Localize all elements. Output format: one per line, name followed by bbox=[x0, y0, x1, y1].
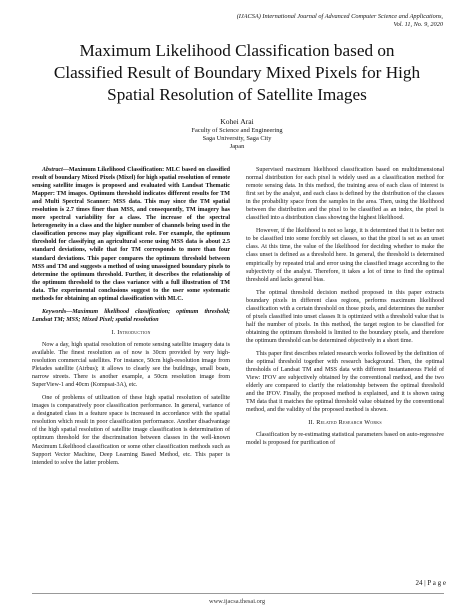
title-line-1: Maximum Likelihood Classification based on bbox=[79, 41, 395, 60]
journal-header bbox=[143, 13, 443, 29]
page-number: 24 | P a g e bbox=[415, 579, 446, 587]
author-name: Kohei Arai bbox=[220, 117, 254, 126]
footer-url[interactable]: www.ijacsa.thesai.org bbox=[208, 598, 266, 605]
journal-volume: Vol. 11, No. 9, 2020 bbox=[393, 21, 443, 28]
abstract bbox=[32, 166, 230, 303]
journal-name: (IJACSA) International Journal of Advanced Computer Science and Applications, bbox=[236, 13, 443, 20]
body-paragraph-1: Supervised maximum likelihood classification based on multidimensional normal distribution for each pixel is widely used as a classification method for remote sensing data. In this method, the training area of each class of interest is first set by the analyst, and each class is defined by the distribution of the classes in the probability space from the samples in the area. Then, using the likelihood between the distribution and the pixel to be classified as an index, the pixel is classified into a distribution class showing the highest likelihood. bbox=[246, 167, 444, 222]
section-heading-introduction: I. Introduction bbox=[111, 328, 151, 336]
footer-divider bbox=[32, 593, 444, 594]
abstract-lead: Abstract bbox=[42, 167, 63, 173]
affiliation-line-1: Faculty of Science and Engineering bbox=[191, 127, 283, 134]
affiliation-line-2: Saga University, Saga City bbox=[202, 135, 272, 143]
title-line-2: Classified Result of Boundary Mixed Pixels for High bbox=[53, 63, 421, 82]
body-paragraph-4: This paper first describes related research works followed by the definition of the optimal threshold together with research background. Then, the optimal thresholds of Landsat TM and MSS data with different Instantaneous Field of View: IFOV are subjectively obtained by the conventional method, and the two elderly are compared to clarify the relationship between the optimal threshold and the IFOV. Finally, the proposed method is explained, and it is shown using TM data that it matches the optimal threshold value obtained by the conventional method, and the validity of the proposed method is shown. bbox=[246, 350, 444, 414]
intro-paragraph-2: One of problems of utilization of these high spatial resolution of satellite images is comparatively poor classification performance. In general, variance of a designated class in a feature space is increased in accordance with the spatial resolution which result in poor classification performance. Another disadvantage of the high spatial resolution of satellite image classification is determination of optimum threshold for the discrimination between classes in the well-known Maximum Likelihood classification or some other classification methods such as Support Vector Machine, Deep Learning Based Method, etc. This paper is intended to solve the latter problem. bbox=[32, 395, 230, 466]
paper-title bbox=[28, 40, 446, 106]
body-paragraph-5: Classification by re-estimating statistical parameters based on auto-regressive model is proposed for purification of bbox=[246, 432, 444, 447]
affiliation-line-3: Japan bbox=[229, 143, 245, 151]
keywords: Keywords—Maximum likelihood classification; optimum threshold; Landsat TM; MSS; Mixed Pixel; spatial resolution bbox=[32, 308, 230, 323]
section-heading-related-work: II. Related Research Works bbox=[308, 419, 382, 427]
body-paragraph-3: The optimal threshold decision method proposed in this paper extracts boundary pixels in different class regions, performs maximum likelihood classification with a certain threshold on those pixels, and determines the number of pixels classified into unset classes It is optimized with a threshold value that is half the number of pixels. In this method, the target region to be classified for obtaining the optimum threshold is limited to the boundary pixels, and therefore the optimum threshold can be determined objectively in a short time. bbox=[246, 289, 444, 344]
body-paragraph-2: However, if the likelihood is not so large, it is determined that it is better not to be classified into some forcibly set classes, so that the pixel is set as an unset class. At this time, the value of the likelihood for deciding whether to make the class unset is defined as a threshold here. In general, the threshold is determined empirically by repeated trial and error using the classified image according to the subjectivity of the analyst. Therefore, it takes a lot of time to find the optimal threshold and lacks general bias. bbox=[246, 228, 444, 283]
right-column bbox=[246, 166, 444, 453]
intro-paragraph-1: Now a day, high spatial resolution of remote sensing satellite imagery data is available. The finest resolution as of now is 30cm provided by very high-resolution commercial satellites. For instance, 50cm high-resolution image from Pleiades satellite (Airbus); it allows to clearly see the buildings, small boats, narrow streets. There is another example, a 50cm resolution image from SuperView-1 and 40cm (Kompsat-3A), etc. bbox=[32, 341, 230, 389]
left-column bbox=[32, 166, 230, 472]
abstract-text: —Maximum Likelihood Classification: MLC based on classified result of boundary Mixed Pixels (Mixel) for high spatial resolution of remote sensing satellite images is proposed and evaluated with Landsat Thematic Mapper: TM images. Optimum threshold indicates different results for TM and Multi Spectral Scanner: MSS data. This may since the TM spatial resolution is 2.7 times finer than MSS, and consequently, TM imagery has more spectral variability for a class. The increase of the spectral heterogeneity in a class and the higher number of channels being used in the classification process may play significant role. For example, the optimum threshold for classifying an agricultural scene using MSS data is about 2.5 standard deviations, while that for TM corresponds to more than four standard deviations. This paper compares the optimum threshold between MSS and TM and suggests a method of using unassigned boundary pixels to determine the optimum threshold. Further, it describes the relationship of the optimum threshold to the class variance with a full illustration of TM data. The experimental conclusions suggest to the user some systematic methods for obtaining an optimal classification with MLC. bbox=[32, 167, 230, 302]
author-block bbox=[0, 117, 474, 152]
title-line-3: Spatial Resolution of Satellite Images bbox=[107, 85, 367, 104]
